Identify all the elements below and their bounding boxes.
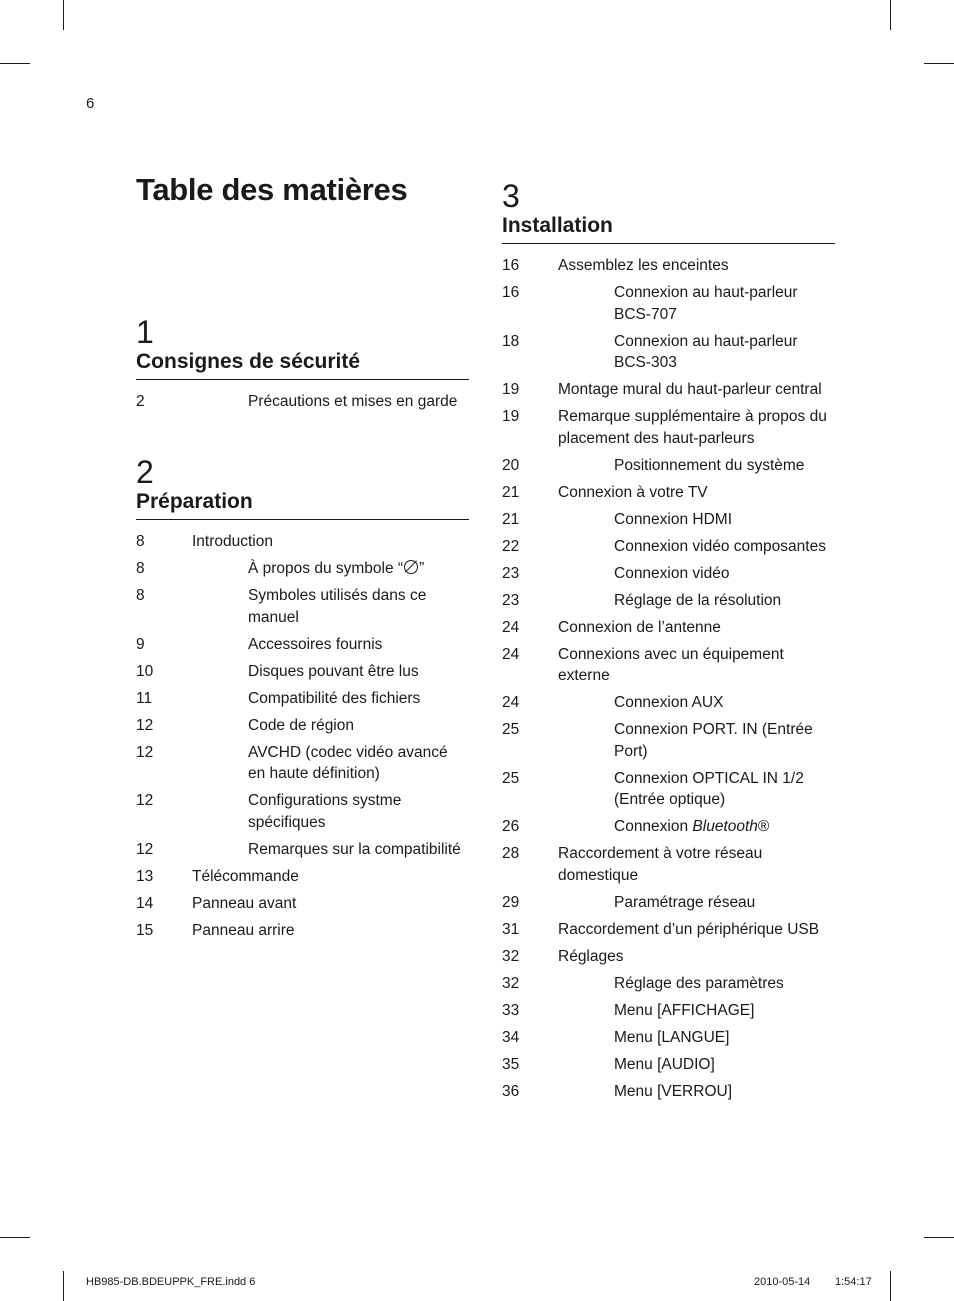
toc-entry (502, 973, 835, 995)
toc-entry (136, 558, 469, 580)
toc-entry (502, 331, 835, 374)
toc-entry-page: 32 (502, 947, 520, 965)
toc-entry-page: 23 (502, 564, 520, 582)
toc-entry-label: Menu [LANGUE] (614, 1028, 730, 1046)
toc-entry (136, 893, 469, 915)
crop-mark (890, 1271, 891, 1301)
toc-entry-page: 19 (502, 408, 520, 425)
toc-entry-page: 16 (502, 284, 520, 301)
toc-entry-page: 12 (136, 743, 154, 761)
prohibited-icon (404, 560, 418, 574)
crop-mark (924, 63, 954, 64)
toc-entry-page: 14 (136, 894, 154, 912)
toc-entry-label: Configurations systme spécifiques (248, 792, 402, 831)
toc-entry-page: 8 (136, 560, 145, 577)
toc-entry-label: Assemblez les enceintes (558, 257, 729, 274)
section-title: Installation (502, 214, 835, 244)
toc-entry-page: 9 (136, 635, 145, 653)
toc-entry-label: Connexion à votre TV (558, 483, 708, 501)
toc-entry (136, 790, 469, 833)
section-number: 1 (136, 314, 154, 350)
toc-entry-page: 32 (502, 974, 520, 992)
crop-mark (0, 63, 30, 64)
toc-entry-page: 25 (502, 769, 520, 787)
toc-entry-page: 8 (136, 533, 145, 550)
toc-entry-page: 18 (502, 332, 520, 350)
toc-entry-label: Remarques sur la compatibilité (248, 840, 461, 858)
section-preparation (136, 456, 469, 947)
toc-entry-label: Connexion HDMI (614, 510, 733, 528)
toc-entry-label: Connexion vidéo composantes (614, 537, 826, 555)
toc-entry (502, 509, 835, 531)
toc-entry (136, 839, 469, 861)
crop-mark (924, 1237, 954, 1238)
toc-entry (502, 644, 835, 687)
toc-entry (136, 661, 469, 683)
toc-entry (136, 585, 469, 628)
page-title: Table des matières (136, 172, 408, 207)
toc-entry-label-italic: Bluetooth (692, 818, 758, 835)
toc-entry-page: 12 (136, 840, 154, 858)
toc-entry-label: Remarque supplémentaire à propos du placement des haut-parleurs (558, 408, 827, 447)
toc-entry-page: 24 (502, 645, 520, 663)
toc-entry-label: Panneau avant (192, 894, 297, 912)
section-title: Préparation (136, 490, 469, 520)
toc-entry-page: 35 (502, 1055, 520, 1073)
toc-entry-label: Introduction (192, 533, 273, 550)
section-number: 2 (136, 454, 154, 490)
toc-entry-page: 11 (136, 689, 153, 707)
toc-entry (502, 563, 835, 585)
crop-mark (63, 1271, 64, 1301)
toc-entry-label: Connexion au haut-parleur BCS-303 (614, 332, 798, 371)
toc-entry-label: Connexion au haut-parleur BCS-707 (614, 284, 798, 323)
toc-entry (502, 255, 835, 277)
toc-entry-page: 16 (502, 257, 520, 274)
toc-entry (502, 946, 835, 968)
toc-entry-label: Disques pouvant être lus (248, 662, 419, 680)
toc-entry-page: 26 (502, 818, 520, 835)
toc-entry-label: Connexion vidéo (614, 564, 730, 582)
toc-entry (136, 920, 469, 942)
toc-entry-page: 31 (502, 920, 520, 938)
toc-entry-label: Symboles utilisés dans ce manuel (248, 587, 427, 626)
toc-entries (136, 391, 469, 413)
toc-entry (136, 531, 469, 553)
toc-entry-page: 13 (136, 867, 154, 885)
toc-entry-label: Panneau arrire (192, 921, 295, 939)
toc-entry-label: Positionnement du système (614, 456, 805, 474)
toc-entry (502, 536, 835, 558)
toc-entry-label: Connexion (614, 818, 693, 835)
page-number: 6 (86, 95, 95, 112)
toc-entry-page: 21 (502, 510, 520, 528)
toc-entry-label: Réglages (558, 947, 624, 965)
toc-entry-page: 22 (502, 537, 520, 555)
toc-entry (136, 634, 469, 656)
toc-entry-label: Connexion de l’antenne (558, 618, 721, 636)
toc-entry-page: 15 (136, 921, 154, 939)
toc-entry (502, 282, 835, 325)
toc-entry (502, 816, 835, 838)
toc-entry-label: Menu [VERROU] (614, 1082, 733, 1100)
toc-entry-label: Télécommande (192, 867, 299, 885)
toc-entry (136, 742, 469, 785)
toc-entry-page: 28 (502, 845, 520, 862)
toc-entry (502, 1027, 835, 1049)
toc-entry-page: 36 (502, 1082, 520, 1100)
toc-entry-page: 12 (136, 792, 154, 809)
toc-entries (502, 255, 835, 1102)
crop-mark (0, 1237, 30, 1238)
toc-entry (502, 1081, 835, 1103)
toc-entry-page: 10 (136, 662, 154, 680)
toc-entry-page: 23 (502, 591, 520, 609)
toc-entry (136, 715, 469, 737)
toc-entry (502, 692, 835, 714)
toc-entry-page: 20 (502, 456, 520, 474)
toc-entry-label: Raccordement d’un périphérique USB (558, 920, 820, 938)
toc-entry (502, 617, 835, 639)
toc-entry-label: Accessoires fournis (248, 635, 383, 653)
crop-mark (890, 0, 891, 30)
toc-entry (502, 455, 835, 477)
toc-entry-page: 25 (502, 721, 520, 738)
toc-entry-page: 33 (502, 1001, 520, 1019)
toc-entry (136, 391, 469, 413)
toc-entry-label: Connexion PORT. IN (Entrée Port) (614, 721, 813, 760)
toc-entry (502, 1000, 835, 1022)
toc-entry-page: 24 (502, 618, 520, 636)
toc-entry-label: Raccordement à votre réseau domestique (558, 845, 763, 884)
toc-entry-label: AVCHD (codec vidéo avancé en haute définition) (248, 743, 448, 782)
toc-entry-page: 34 (502, 1028, 520, 1046)
footer-file: HB985-DB.BDEUPPK_FRE.indd 6 (86, 1276, 256, 1288)
toc-entry-label: Menu [AUDIO] (614, 1055, 715, 1073)
toc-entry-page: 29 (502, 893, 520, 911)
toc-entry-label-suffix: ” (419, 560, 425, 577)
toc-entry-label: Connexion AUX (614, 694, 724, 711)
toc-entry (502, 1054, 835, 1076)
toc-entry (502, 768, 835, 811)
toc-entry-page: 19 (502, 381, 520, 398)
toc-entry (136, 688, 469, 710)
toc-entry-label: Menu [AFFICHAGE] (614, 1001, 755, 1019)
toc-entry-label: Réglage de la résolution (614, 591, 782, 609)
toc-entry-page: 21 (502, 483, 520, 501)
toc-entry-page: 2 (136, 393, 145, 410)
toc-entry (136, 866, 469, 888)
section-safety (136, 316, 469, 418)
toc-entry (502, 919, 835, 941)
toc-entry-label: Réglage des paramètres (614, 974, 784, 992)
toc-entry (502, 892, 835, 914)
toc-entry-label: Compatibilité des fichiers (248, 689, 421, 707)
toc-entry (502, 406, 835, 449)
section-title: Consignes de sécurité (136, 350, 469, 380)
crop-mark (63, 0, 64, 30)
toc-entry-label: Code de région (248, 716, 354, 734)
toc-entry-label: Précautions et mises en garde (248, 393, 458, 410)
toc-entry (502, 719, 835, 762)
toc-entries (136, 531, 469, 941)
toc-entry-label: Montage mural du haut-parleur central (558, 381, 822, 398)
toc-entry (502, 379, 835, 401)
toc-entry-label-suffix: ® (757, 818, 770, 835)
toc-entry (502, 590, 835, 612)
toc-entry-label: À propos du symbole “ (248, 560, 404, 577)
toc-entry-page: 24 (502, 694, 520, 711)
section-number: 3 (502, 178, 520, 214)
toc-entry-label: Paramétrage réseau (614, 893, 756, 911)
toc-entry (502, 482, 835, 504)
footer-date: 2010-05-14 (754, 1276, 811, 1288)
toc-entry-label: Connexion OPTICAL IN 1/2 (Entrée optique) (614, 769, 804, 808)
section-installation (502, 180, 835, 1108)
toc-entry-page: 8 (136, 587, 145, 604)
toc-entry-page: 12 (136, 716, 154, 734)
toc-entry (502, 843, 835, 886)
footer-time: 1:54:17 (835, 1276, 872, 1288)
toc-entry-label: Connexions avec un équipement externe (558, 645, 784, 684)
